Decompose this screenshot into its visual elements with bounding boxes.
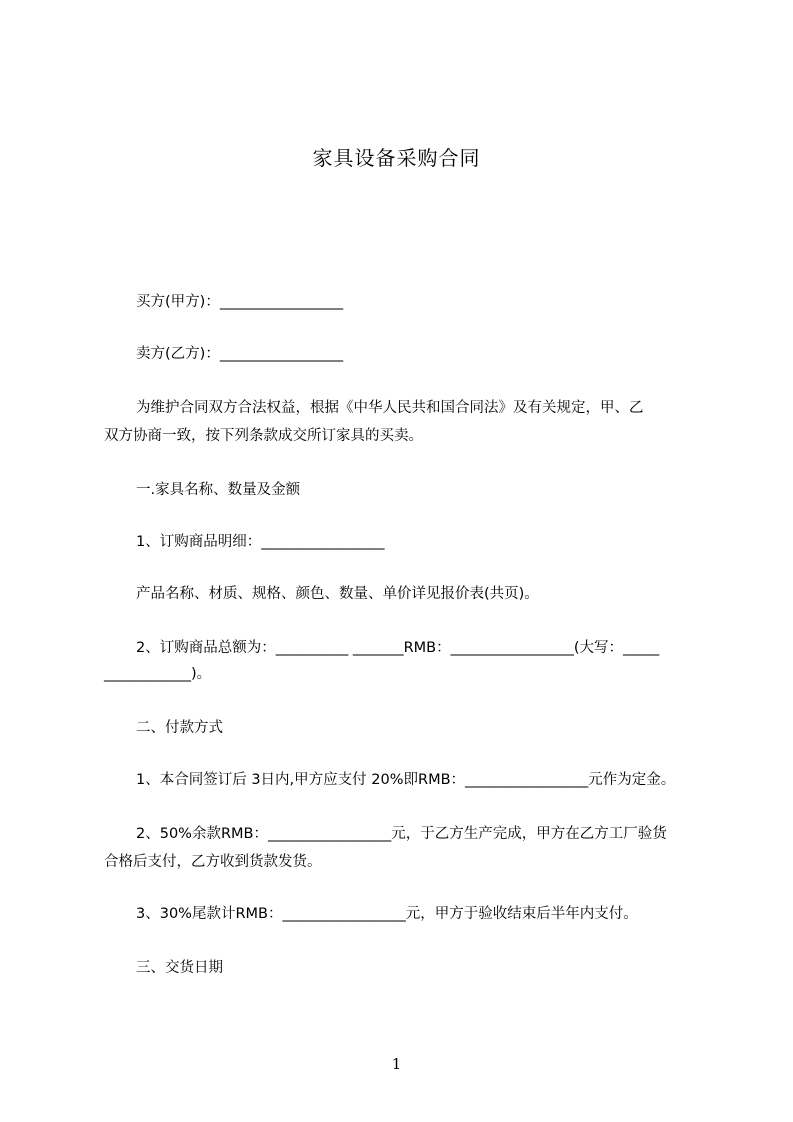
order-detail-line: 1、订购商品明细：_________________	[136, 534, 385, 550]
payment-balance-line1: 2、50%余款RMB：_________________元，于乙方生产完成，甲方在乙方工厂验货	[136, 826, 667, 842]
payment-balance-line2: 合格后支付，乙方收到货款发货。	[104, 854, 322, 870]
total-amount-line2: ____________)。	[104, 666, 212, 682]
seller-line: 卖方(乙方)：_________________	[136, 346, 344, 362]
payment-final-line: 3、30%尾款计RMB：_________________元，甲方于验收结束后半年内支付。	[136, 906, 638, 922]
total-amount-line1: 2、订购商品总额为：__________ _______RMB：_________________(大写：_____	[136, 640, 660, 656]
document-title: 家具设备采购合同	[312, 146, 481, 170]
section-heading-3: 三、交货日期	[136, 960, 223, 976]
intro-paragraph-line2: 双方协商一致，按下列条款成交所订家具的买卖。	[104, 428, 423, 444]
section-heading-2: 二、付款方式	[136, 720, 223, 736]
product-note-line: 产品名称、材质、规格、颜色、数量、单价详见报价表(共页)。	[136, 586, 539, 602]
intro-paragraph-line1: 为维护合同双方合法权益，根据《中华人民共和国合同法》及有关规定，甲、乙	[136, 400, 644, 416]
buyer-line: 买方(甲方)：_________________	[136, 294, 344, 310]
payment-deposit-line: 1、本合同签订后 3日内,甲方应支付 20%即RMB：_________________元作为定金。	[136, 772, 676, 788]
page-number: 1	[391, 1055, 402, 1073]
section-heading-1: 一.家具名称、数量及金额	[136, 482, 301, 498]
